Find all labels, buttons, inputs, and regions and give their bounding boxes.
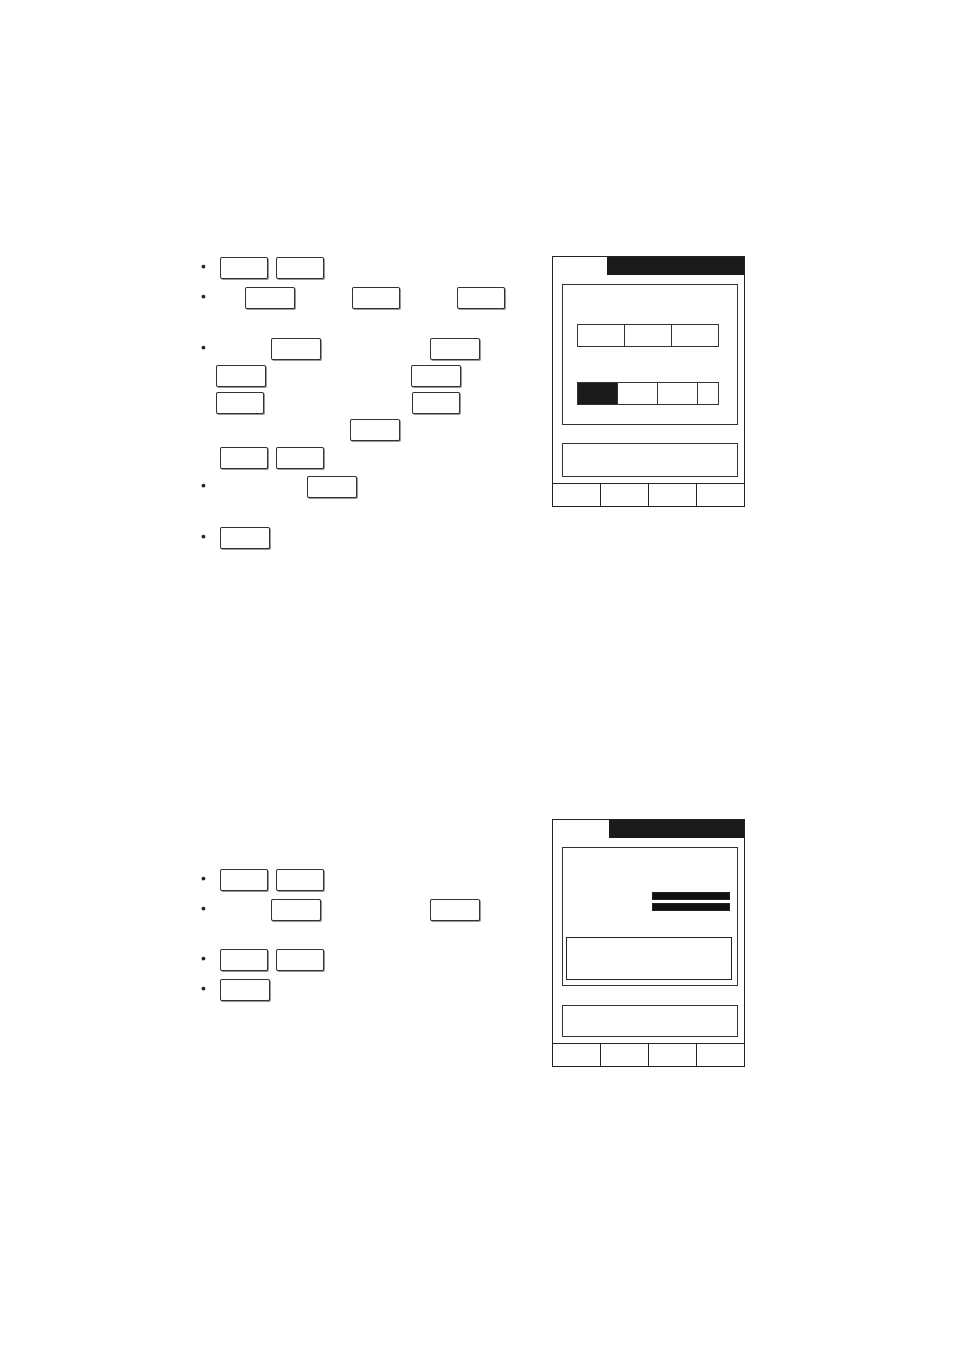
bullet3-line2 — [216, 364, 534, 388]
lcd-setup-screen — [552, 819, 745, 1067]
bullet3-line1 — [216, 337, 534, 361]
down-key-icon — [276, 257, 324, 279]
second-field[interactable] — [657, 382, 698, 405]
select-key-icon — [350, 419, 400, 441]
next-key-icon — [430, 899, 480, 921]
bullet: • — [201, 258, 206, 274]
bullet: • — [201, 980, 206, 996]
select-key-icon — [307, 476, 357, 498]
screen-title — [609, 820, 744, 838]
contrast-bar[interactable] — [652, 892, 730, 900]
softkey-escape[interactable] — [553, 1044, 601, 1066]
down-key-icon — [276, 447, 324, 469]
select-key-icon — [245, 287, 295, 309]
up-key-icon — [220, 257, 268, 279]
softkey-escape[interactable] — [553, 484, 601, 506]
up-key-icon — [220, 949, 268, 971]
softkey-next[interactable] — [649, 484, 697, 506]
down-key-icon — [276, 869, 324, 891]
bullet: • — [201, 288, 206, 304]
softkey-up-icon[interactable] — [649, 1044, 697, 1066]
bullet: • — [201, 528, 206, 544]
bullet5-line — [216, 526, 274, 550]
bullet2-4-line — [216, 978, 281, 1002]
bullet: • — [201, 339, 206, 355]
bullet3-line5 — [216, 446, 328, 470]
down-key-icon — [457, 287, 505, 309]
bullet2-2-line — [216, 898, 534, 922]
select-key-icon — [271, 338, 321, 360]
backlight-bar-fill — [653, 904, 729, 910]
edit-key-icon — [411, 365, 461, 387]
up-key-icon — [352, 287, 400, 309]
month-field[interactable] — [624, 324, 672, 347]
date-time-panel — [562, 284, 738, 425]
up-key-icon — [220, 869, 268, 891]
softkey-previous[interactable] — [697, 484, 744, 506]
contrast-swatch-grid — [566, 937, 732, 980]
up-key-icon — [220, 447, 268, 469]
contrast-bar-fill — [653, 893, 729, 899]
bullet: • — [201, 477, 206, 493]
bullet2-1-line — [216, 868, 335, 892]
softkey-edit[interactable] — [601, 484, 649, 506]
escape-key-icon — [220, 527, 270, 549]
next-key-icon — [430, 338, 480, 360]
date-time-screen — [552, 256, 745, 507]
bullet: • — [201, 870, 206, 886]
year-field[interactable] — [577, 324, 625, 347]
up-key-icon — [216, 392, 264, 414]
select-key-icon — [271, 899, 321, 921]
softkey-down-icon[interactable] — [697, 1044, 744, 1066]
bullet3-line3 — [216, 391, 534, 415]
previous-key-icon — [216, 365, 266, 387]
minute-field[interactable] — [617, 382, 658, 405]
lcd-settings-panel — [562, 847, 738, 986]
bullet2-3-line — [216, 948, 328, 972]
bullet: • — [201, 900, 206, 916]
bullet3-line4 — [216, 418, 534, 442]
down-key-icon — [412, 392, 460, 414]
bullet4-line1 — [216, 475, 534, 499]
bullet4-line2 — [216, 498, 220, 522]
softkey-bar — [553, 1043, 744, 1066]
hour-field[interactable] — [577, 382, 618, 405]
bullet: • — [201, 950, 206, 966]
bullet2-line — [216, 286, 534, 310]
ampm-field[interactable] — [697, 382, 719, 405]
escape-key-icon — [220, 979, 270, 1001]
day-field[interactable] — [671, 324, 719, 347]
help-panel — [562, 443, 738, 477]
down-key-icon — [276, 949, 324, 971]
backlight-bar[interactable] — [652, 903, 730, 911]
bullet1-line — [216, 256, 335, 280]
softkey-next[interactable] — [601, 1044, 649, 1066]
softkey-bar — [553, 483, 744, 506]
help-panel — [562, 1005, 738, 1037]
screen-title — [607, 257, 744, 275]
